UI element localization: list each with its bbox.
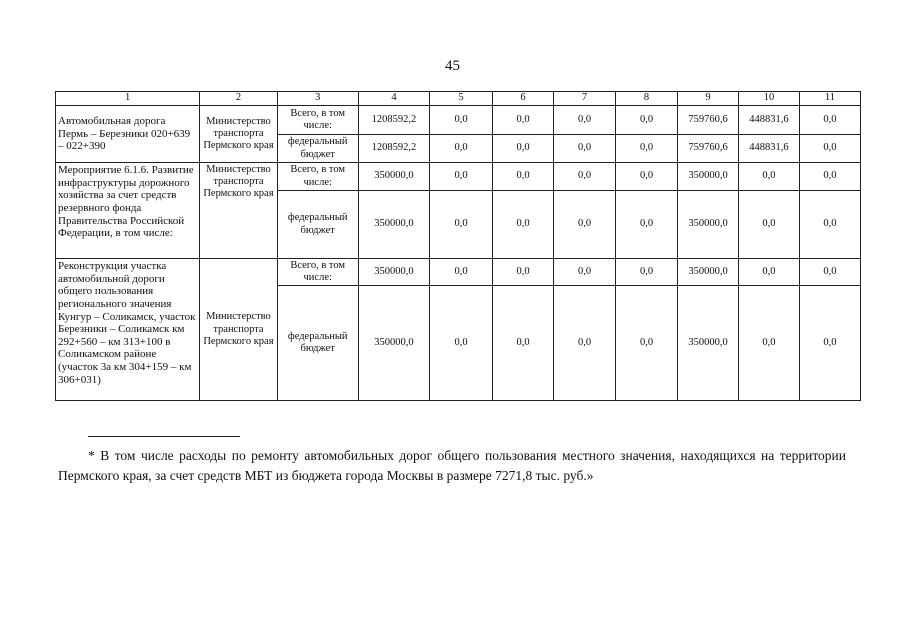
value-cell: 350000,0 [358,191,429,259]
value-cell: 0,0 [616,135,678,163]
header-cell: 5 [430,92,493,106]
value-cell: 448831,6 [739,135,800,163]
value-cell: 0,0 [493,135,554,163]
header-row [56,92,861,106]
value-cell: 0,0 [616,286,678,401]
value-cell: 0,0 [493,163,554,191]
funding-source: Всего, в том числе: [277,259,358,286]
value-cell: 759760,6 [678,106,739,135]
funding-source: Всего, в том числе: [277,163,358,191]
value-cell: 448831,6 [739,106,800,135]
value-cell: 0,0 [739,259,800,286]
value-cell: 0,0 [799,191,860,259]
value-cell: 0,0 [616,163,678,191]
value-cell: 0,0 [739,163,800,191]
value-cell: 350000,0 [678,191,739,259]
value-cell: 350000,0 [678,163,739,191]
value-cell: 0,0 [430,135,493,163]
budget-table [55,91,861,401]
value-cell: 0,0 [616,106,678,135]
value-cell: 0,0 [554,135,616,163]
header-cell: 1 [56,92,200,106]
value-cell: 0,0 [799,135,860,163]
header-cell: 2 [200,92,277,106]
value-cell: 0,0 [554,259,616,286]
value-cell: 0,0 [493,259,554,286]
value-cell: 0,0 [430,286,493,401]
value-cell: 0,0 [430,106,493,135]
header-cell: 7 [554,92,616,106]
value-cell: 0,0 [554,163,616,191]
footnote-divider [88,436,240,437]
header-cell: 4 [358,92,429,106]
table-row [56,106,861,135]
value-cell: 0,0 [493,286,554,401]
table-row [56,259,861,286]
value-cell: 0,0 [616,191,678,259]
value-cell: 350000,0 [678,259,739,286]
value-cell: 0,0 [739,286,800,401]
funding-source: Всего, в том числе: [277,106,358,135]
header-cell: 11 [799,92,860,106]
header-cell: 6 [493,92,554,106]
value-cell: 350000,0 [358,286,429,401]
funding-source: федеральный бюджет [277,135,358,163]
page-number: 45 [445,58,460,74]
value-cell: 0,0 [799,106,860,135]
value-cell: 759760,6 [678,135,739,163]
header-cell: 8 [616,92,678,106]
value-cell: 0,0 [430,191,493,259]
item-name: Мероприятие 6.1.6. Развитие инфраструктуры дорожного хозяйства за счет средств резервного фонда Правительства Российской Федерации, в том числе: [56,163,200,259]
value-cell: 0,0 [430,259,493,286]
value-cell: 0,0 [739,191,800,259]
item-name: Автомобильная дорога Пермь – Березники 020+639 – 022+390 [56,106,200,163]
value-cell: 1208592,2 [358,106,429,135]
item-executor: Министерство транспорта Пермского края [200,163,277,259]
table-row [56,163,861,191]
value-cell: 350000,0 [678,286,739,401]
item-executor: Министерство транспорта Пермского края [200,259,277,401]
value-cell: 0,0 [554,286,616,401]
item-executor: Министерство транспорта Пермского края [200,106,277,163]
value-cell: 0,0 [430,163,493,191]
header-cell: 9 [678,92,739,106]
funding-source: федеральный бюджет [277,191,358,259]
value-cell: 0,0 [493,106,554,135]
value-cell: 0,0 [554,106,616,135]
value-cell: 0,0 [616,259,678,286]
value-cell: 0,0 [799,286,860,401]
value-cell: 350000,0 [358,163,429,191]
value-cell: 0,0 [554,191,616,259]
value-cell: 1208592,2 [358,135,429,163]
value-cell: 0,0 [799,259,860,286]
footnote: * В том числе расходы по ремонту автомобильных дорог общего пользования местного значения, находящихся на территории Пермского края, за счет средств МБТ из бюджета города Москвы в размере 7271,8 тыс. руб.» [58,448,846,483]
value-cell: 0,0 [799,163,860,191]
value-cell: 0,0 [493,191,554,259]
header-cell: 10 [739,92,800,106]
value-cell: 350000,0 [358,259,429,286]
funding-source: федеральный бюджет [277,286,358,401]
header-cell: 3 [277,92,358,106]
item-name: Реконструкция участка автомобильной дороги общего пользования регионального значения Кунгур – Соликамск, участок Березники – Соликамск км 292+560 – км 313+100 в Соликамском районе (участок 3а км 304+159 – км 306+031) [56,259,200,401]
